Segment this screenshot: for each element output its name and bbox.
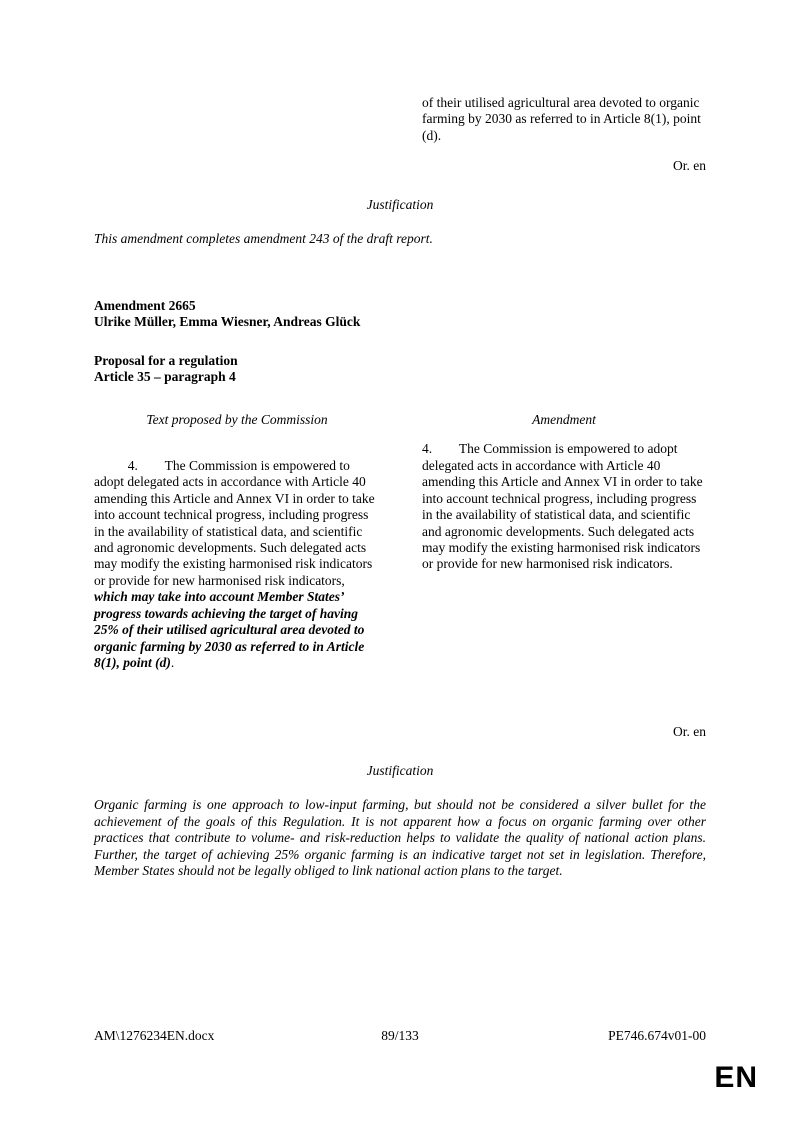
continuation-row bbox=[94, 95, 706, 144]
amendment-text: 4. The Commission is empowered to adopt delegated acts in accordance with Article 40 amending this Article and Annex VI in order to take into account technical progress, including progress in the availability of statistical data, and scientific and agronomic developments. Such delegated acts may modify the existing harmonised risk indicators or provide for new harmonised risk indicators. bbox=[422, 441, 706, 572]
justification-heading-1: Justification bbox=[366, 196, 434, 212]
justification-heading-2: Justification bbox=[366, 762, 434, 778]
amendment-text-column bbox=[422, 441, 706, 688]
proposal-line-2: Article 35 – paragraph 4 bbox=[94, 369, 236, 385]
column-headers-row bbox=[94, 412, 706, 428]
amendment-authors: Ulrike Müller, Emma Wiesner, Andreas Glück bbox=[94, 314, 361, 330]
proposal-reference bbox=[94, 353, 706, 386]
continuation-left-column-empty bbox=[94, 95, 380, 144]
footer-reference-number: PE746.674v01-00 bbox=[608, 1028, 706, 1043]
right-column-header: Amendment bbox=[532, 411, 596, 427]
justification-body-2: Organic farming is one approach to low-input farming, but should not be considered a silver bullet for the achievement of the goals of this Regulation. It is not apparent how a focus on organic farming over other practices that contribute to volume- and risk-reduction helps to validate the quality of national action plans. Further, the target of achieving 25% organic farming is an indicative target not set in legislation. Therefore, Member States should not be legally obliged to link national action plans to the target. bbox=[94, 797, 706, 878]
footer-document-name: AM\1276234EN.docx bbox=[94, 1028, 215, 1043]
page-footer bbox=[94, 1028, 706, 1044]
commission-text-normal: 4. The Commission is empowered to adopt delegated acts in accordance with Article 40 amending this Article and Annex VI in order to take into account technical progress, including progress in the availability of statistical data, and scientific and agronomic developments. Such delegated acts may modify the existing harmonised risk indicators or provide for new harmonised risk indicators, bbox=[94, 457, 378, 588]
or-en-marker-1: Or. en bbox=[673, 158, 706, 174]
footer-page-number: 89/133 bbox=[381, 1028, 419, 1043]
proposal-line-1: Proposal for a regulation bbox=[94, 352, 238, 368]
amendment-header bbox=[94, 298, 706, 331]
commission-text-amended-part: which may take into account Member States’ progress towards achieving the target of having 25% of their utilised agricultural area devoted to organic farming by 2030 as referred to in Article 8(1), point (d) bbox=[94, 572, 368, 671]
commission-text-end: . bbox=[170, 655, 175, 671]
commission-text-column bbox=[94, 441, 380, 688]
amendment-body-row bbox=[94, 441, 706, 688]
left-column-header: Text proposed by the Commission bbox=[146, 411, 328, 427]
justification-body-1: This amendment completes amendment 243 of the draft report. bbox=[94, 231, 433, 247]
language-marker: EN bbox=[714, 1061, 758, 1094]
or-en-marker-2: Or. en bbox=[673, 724, 706, 740]
amendment-number: Amendment 2665 bbox=[94, 297, 196, 313]
continuation-text: of their utilised agricultural area devoted to organic farming by 2030 as referred to in Article 8(1), point (d). bbox=[422, 95, 705, 143]
